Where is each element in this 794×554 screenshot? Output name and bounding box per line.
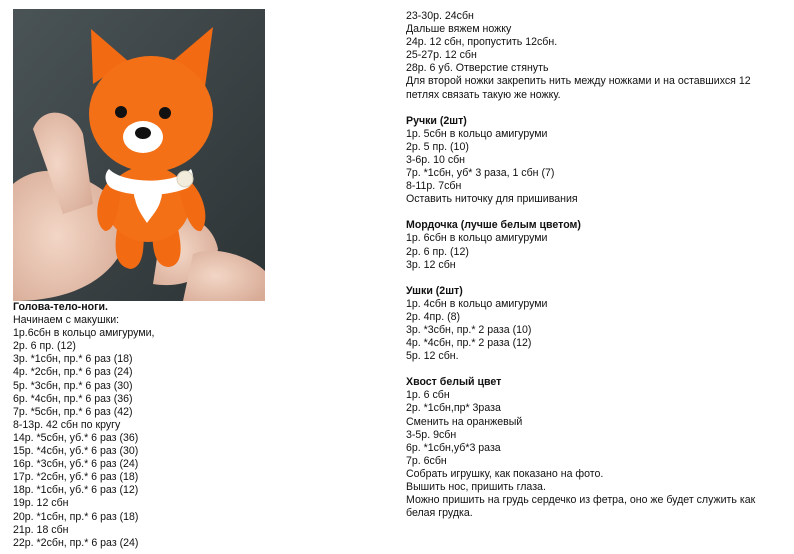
pattern-line: 5р. *3сбн, пр.* 6 раз (30)	[13, 379, 133, 392]
pattern-line: 6р. *1сбн,уб*3 раза	[406, 441, 501, 454]
pattern-line: 5р. 12 сбн.	[406, 350, 459, 363]
pattern-line: 3р. *1сбн, пр.* 6 раз (18)	[13, 353, 133, 366]
pattern-paragraph: Можно пришить на грудь сердечко из фетра, оно же будет служить как белая грудка.	[406, 494, 756, 520]
pattern-line: 25-27р. 12 сбн	[406, 49, 477, 62]
pattern-line: 19р. 12 сбн	[13, 497, 69, 510]
pattern-line: 8-11р. 7сбн	[406, 180, 462, 193]
pattern-line: Оставить ниточку для пришивания	[406, 193, 578, 206]
pattern-line: 3р. *3сбн, пр.* 2 раза (10)	[406, 323, 532, 336]
right-column	[406, 10, 786, 520]
pattern-line: 7р. 6сбн	[406, 454, 447, 467]
hands-section	[406, 115, 786, 207]
pattern-line: 18р. *1сбн, уб.* 6 раз (12)	[13, 484, 139, 497]
pattern-line: 3-5р. 9сбн	[406, 428, 457, 441]
pattern-line: Вышить нос, пришить глаза.	[406, 481, 546, 493]
pattern-line: 22р. *2сбн, пр.* 6 раз (24)	[13, 536, 139, 549]
pattern-line: 28р. 6 уб. Отверстие стянуть	[406, 62, 549, 75]
section-title-ears: Ушки (2шт)	[406, 284, 463, 297]
pattern-line: Дальше вяжем ножку	[406, 23, 512, 36]
pattern-line: 16р. *3сбн, уб.* 6 раз (24)	[13, 458, 139, 471]
section-title-muzzle: Мордочка (лучше белым цветом)	[406, 219, 581, 232]
pattern-line: 1р. 4сбн в кольцо амигуруми	[406, 297, 548, 310]
pattern-line: 4р. *4сбн, пр.* 2 раза (12)	[406, 337, 532, 350]
pattern-line: 17р. *2сбн, уб.* 6 раз (18)	[13, 471, 139, 484]
pattern-line: 1р. 6сбн в кольцо амигуруми	[406, 232, 548, 245]
pattern-line: 2р. 6 пр. (12)	[13, 340, 76, 353]
pattern-line: 7р. *1сбн, уб* 3 раза, 1 сбн (7)	[406, 167, 555, 180]
pattern-line: Собрать игрушку, как показано на фото.	[406, 467, 604, 480]
pattern-line: 14р. *5сбн, уб.* 6 раз (36)	[13, 431, 139, 444]
pattern-line: 8-13р. 42 сбн по кругу	[13, 418, 121, 431]
left-column	[13, 301, 273, 550]
section-title-head-body-legs: Голова-тело-ноги.	[13, 301, 108, 313]
section-title-hands: Ручки (2шт)	[406, 114, 467, 127]
ears-section	[406, 285, 786, 364]
pattern-line: 20р. *1сбн, пр.* 6 раз (18)	[13, 510, 139, 523]
pattern-line: 1р. 6 сбн	[406, 389, 450, 402]
pattern-line: 24р. 12 сбн, пропустить 12сбн.	[406, 36, 558, 49]
pattern-line: 2р. *1сбн,пр* 3раза	[406, 402, 501, 415]
pattern-paragraph: Для второй ножки закрепить нить между ножками и на оставшихся 12 петлях связать такую же ножку.	[406, 75, 751, 101]
crochet-fox-photo	[13, 9, 265, 301]
pattern-line: 2р. 4пр. (8)	[406, 310, 461, 323]
fox-illustration	[13, 9, 265, 301]
pattern-line: 7р. *5сбн, пр.* 6 раз (42)	[13, 405, 133, 418]
pattern-line: 3-6р. 10 сбн	[406, 153, 466, 166]
muzzle-section	[406, 219, 786, 271]
pattern-line: 3р. 12 сбн	[406, 258, 456, 271]
pattern-line: 1р. 5сбн в кольцо амигуруми	[406, 127, 548, 140]
pattern-line: 21р. 18 сбн	[13, 523, 69, 536]
pattern-line: 4р. *2сбн, пр.* 6 раз (24)	[13, 366, 133, 379]
pattern-line: 6р. *4сбн, пр.* 6 раз (36)	[13, 392, 133, 405]
tail-section	[406, 376, 786, 520]
pattern-line: 1р.6сбн в кольцо амигуруми,	[13, 327, 155, 340]
pattern-line: Сменить на оранжевый	[406, 415, 523, 428]
pattern-line: Начинаем с макушки:	[13, 314, 120, 327]
section-title-tail: Хвост белый цвет	[406, 376, 502, 389]
pattern-line: 2р. 6 пр. (12)	[406, 245, 469, 258]
pattern-line: 23-30р. 24сбн	[406, 10, 474, 22]
pattern-line: 15р. *4сбн, уб.* 6 раз (30)	[13, 445, 139, 458]
pattern-line: 2р. 5 пр. (10)	[406, 140, 469, 153]
